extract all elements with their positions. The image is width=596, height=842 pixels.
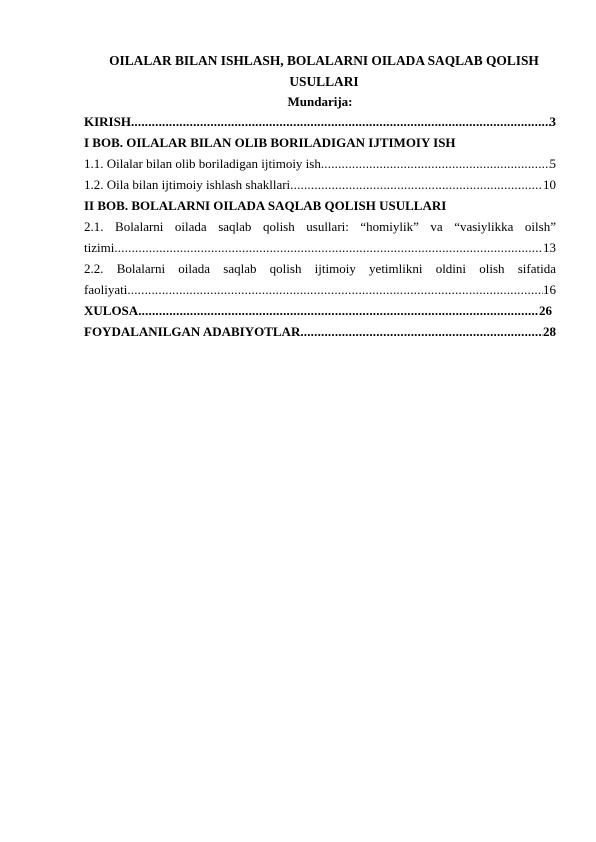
toc-page-number: 5 (549, 156, 556, 171)
toc-entry-2-2 (84, 279, 556, 300)
toc-entry-text: 1.1. Oilalar bilan olib boriladigan ijtimoiy ish (84, 156, 321, 171)
toc-entry-text: faoliyati (84, 282, 128, 297)
toc-page-number: 10 (543, 177, 556, 192)
toc-chapter-1: I BOB. OILALAR BILAN OLIB BORILADIGAN IJTIMOIY ISH (84, 135, 456, 150)
toc-leader-dots (290, 174, 543, 195)
toc-entry-text: KIRISH (84, 114, 131, 129)
toc-leader-dots (131, 111, 550, 132)
toc-chapter-2: II BOB. BOLALARNI OILADA SAQLAB QOLISH USULLARI (84, 198, 447, 213)
toc-entry-2-2-line-1 (84, 258, 556, 279)
toc-page-number: 26 (539, 303, 552, 318)
toc-entry-1-1 (84, 153, 556, 174)
toc-page-number: 16 (543, 282, 556, 297)
toc-entry-text: tizimi (84, 240, 115, 255)
document-title-line-2: USULLARI (289, 74, 359, 89)
toc-leader-dots (114, 237, 543, 258)
toc-entry-kirish (84, 111, 556, 132)
toc-leader-dots (127, 279, 543, 300)
toc-entry-foydalanilgan-adabiyotlar (84, 321, 556, 342)
document-page (84, 50, 556, 342)
toc-entry-xulosa (84, 300, 556, 321)
toc-entry-2-1 (84, 237, 556, 258)
toc-entry-text: 2.2. Bolalarni oilada saqlab qolish ijtimoiy yetimlikni oldini olish sifatida (84, 261, 556, 276)
toc-leader-dots (321, 153, 550, 174)
toc-page-number: 28 (543, 324, 556, 339)
toc-entry-text: XULOSA (84, 303, 139, 318)
toc-entry-1-2 (84, 174, 556, 195)
toc-entry-text: 1.2. Oila bilan ijtimoiy ishlash shakllari (84, 177, 291, 192)
toc-leader-dots (138, 300, 539, 321)
toc-page-number: 3 (549, 114, 556, 129)
document-title-line-1: OILALAR BILAN ISHLASH, BOLALARNI OILADA SAQLAB QOLISH (109, 53, 539, 68)
toc-leader-dots (300, 321, 543, 342)
toc-entry-2-1-line-1 (84, 216, 556, 237)
toc-entry-text: FOYDALANILGAN ADABIYOTLAR (84, 324, 301, 339)
contents-heading: Mundarija: (287, 94, 353, 109)
toc-page-number: 13 (543, 240, 556, 255)
toc-entry-text: 2.1. Bolalarni oilada saqlab qolish usullari: “homiylik” va “vasiylikka oilsh” (84, 219, 556, 234)
